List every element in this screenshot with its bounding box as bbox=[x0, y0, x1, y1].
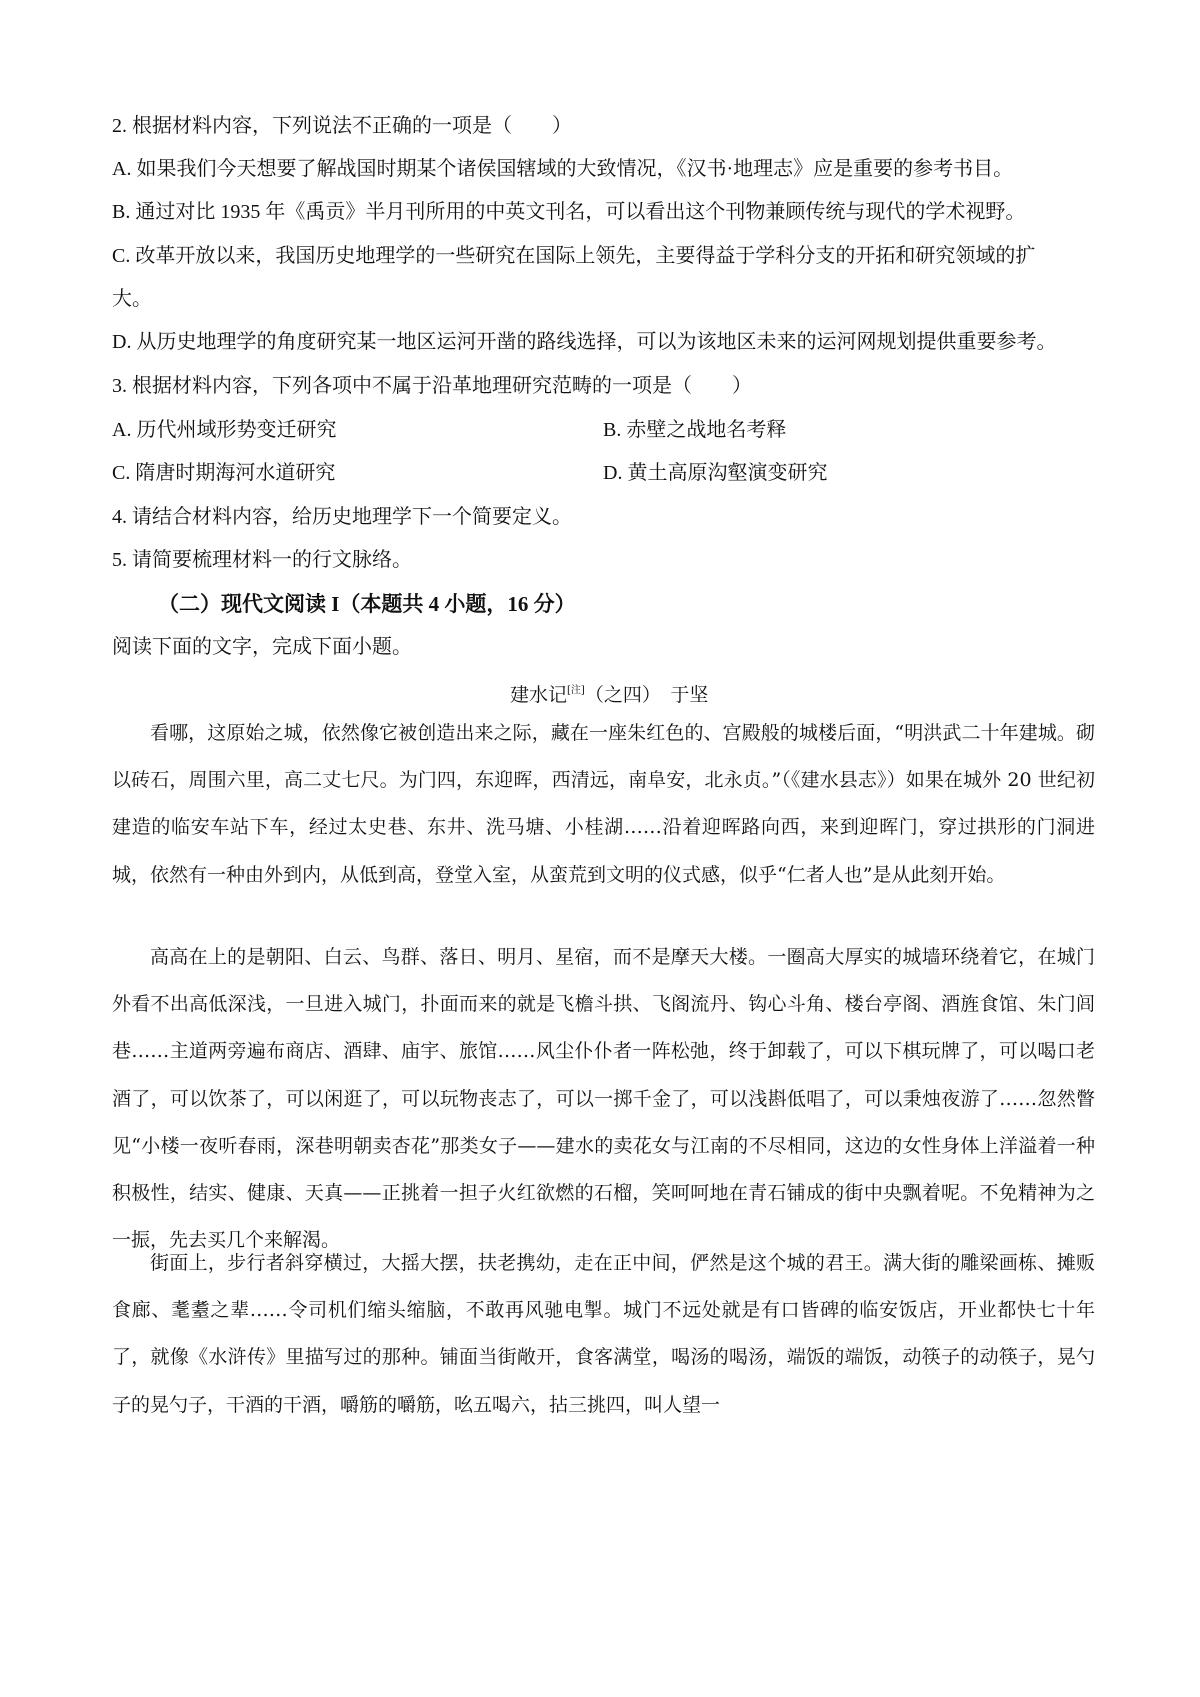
article-paragraph-3: 街面上，步行者斜穿横过，大摇大摆，扶老携幼，走在正中间，俨然是这个城的君王。满大街的雕梁画栋、摊贩食廊、耄耋之辈……令司机们缩头缩脑，不敢再风驰电掣。城门不远处就是有口皆碑的临安饭店，开业都快七十年了，就像《水浒传》里描写过的那种。铺面当街敞开，食客满堂，喝汤的喝汤，端饭的端饭，动筷子的动筷子，晃勺子的晃勺子，干酒的干酒，嚼筋的嚼筋，吆五喝六，拈三挑四，叫人望一 bbox=[112, 1252, 1095, 1416]
question-2-option-a: A. 如果我们今天想要了解战国时期某个诸侯国辖域的大致情况，《汉书·地理志》应是重要的参考书目。 bbox=[112, 158, 1014, 180]
article-note-mark: [注] bbox=[567, 685, 585, 696]
question-3-option-d: D. 黄土高原沟壑演变研究 bbox=[603, 462, 828, 484]
article-title-line bbox=[510, 677, 708, 709]
question-2-option-d: D. 从历史地理学的角度研究某一地区运河开凿的路线选择，可以为该地区未来的运河网规划提供重要参考。 bbox=[112, 331, 1057, 353]
question-3-option-c: C. 隋唐时期海河水道研究 bbox=[112, 462, 336, 484]
question-3-option-b: B. 赤壁之战地名考释 bbox=[603, 419, 787, 441]
article-title: 建水记 bbox=[510, 684, 568, 706]
question-3-option-a: A. 历代州域形势变迁研究 bbox=[112, 419, 337, 441]
question-2-option-c: C. 改革开放以来，我国历史地理学的一些研究在国际上领先，主要得益于学科分支的开拓和研究领域的扩 bbox=[112, 245, 1036, 267]
section-instruction: 阅读下面的文字，完成下面小题。 bbox=[112, 636, 412, 658]
question-2-option-c-continued: 大。 bbox=[112, 288, 152, 310]
article-subtitle: （之四） 于坚 bbox=[584, 684, 709, 706]
question-5: 5. 请简要梳理材料一的行文脉络。 bbox=[112, 549, 412, 571]
question-4: 4. 请结合材料内容，给历史地理学下一个简要定义。 bbox=[112, 506, 572, 528]
article-paragraph-1: 看哪，这原始之城，依然像它被创造出来之际，藏在一座朱红色的、宫殿般的城楼后面，“明洪武二十年建城。砌以砖石，周围六里，高二丈七尺。为门四，东迎晖，西清远，南阜安，北永贞。”（《建水县志》）如果在城外 20 世纪初建造的临安车站下车，经过太史巷、东井、洗马塘、小桂湖……沿着迎晖路向西，来到迎晖门，穿过拱形的门洞进城，依然有一种由外到内，从低到高，登堂入室，从蛮荒到文明的仪式感，似乎“仁者人也”是从此刻开始。 bbox=[112, 722, 1095, 886]
question-3-stem: 3. 根据材料内容，下列各项中不属于沿革地理研究范畴的一项是（ ） bbox=[112, 375, 752, 397]
article-paragraph-2: 高高在上的是朝阳、白云、鸟群、落日、明月、星宿，而不是摩天大楼。一圈高大厚实的城墙环绕着它，在城门外看不出高低深浅，一旦进入城门，扑面而来的就是飞檐斗拱、飞阁流丹、钩心斗角、楼台亭阁、酒旌食馆、朱门闾巷……主道两旁遍布商店、酒肆、庙宇、旅馆……风尘仆仆者一阵松弛，终于卸载了，可以下棋玩牌了，可以喝口老酒了，可以饮茶了，可以闲逛了，可以玩物丧志了，可以一掷千金了，可以浅斟低唱了，可以秉烛夜游了……忽然瞥见“小楼一夜听春雨，深巷明朝卖杏花”那类女子——建水的卖花女与江南的不尽相同，这边的女性身体上洋溢着一种积极性，结实、健康、天真——正挑着一担子火红欲燃的石榴，笑呵呵地在青石铺成的街中央飘着呢。不免精神为之一振，先去买几个来解渴。 bbox=[112, 946, 1095, 1252]
question-2-stem: 2. 根据材料内容，下列说法不正确的一项是（ ） bbox=[112, 115, 572, 137]
question-2-option-b: B. 通过对比 1935 年《禹贡》半月刊所用的中英文刊名，可以看出这个刊物兼顾传统与现代的学术视野。 bbox=[112, 201, 1026, 223]
section-heading: （二）现代文阅读 I（本题共 4 小题，16 分） bbox=[158, 592, 576, 616]
